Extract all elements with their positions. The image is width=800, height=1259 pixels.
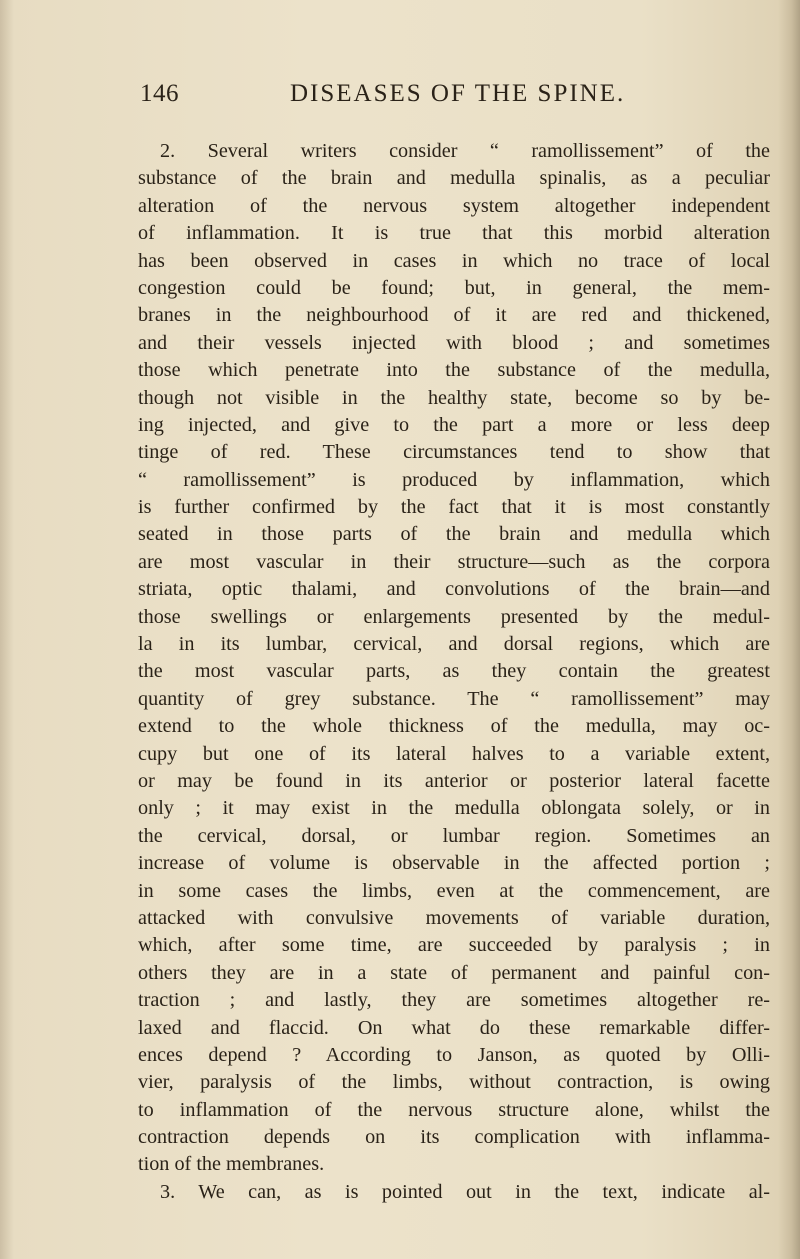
text-line: has been observed in cases in which no trace of local	[138, 249, 770, 272]
body-text	[138, 138, 770, 1206]
text-line: quantity of grey substance. The “ ramollissement” may	[138, 687, 770, 710]
text-line: which, after some time, are succeeded by paralysis ; in	[138, 934, 770, 957]
text-line: to inflammation of the nervous structure alone, whilst the	[138, 1098, 770, 1121]
text-line: contraction depends on its complication with inflamma-	[138, 1126, 770, 1149]
text-line: though not visible in the healthy state, become so by be-	[138, 386, 770, 409]
page-gutter-shadow	[0, 0, 14, 1259]
text-line: seated in those parts of the brain and medulla which	[138, 523, 770, 546]
running-title: DISEASES OF THE SPINE.	[290, 80, 626, 107]
text-line: and their vessels injected with blood ; and sometimes	[138, 331, 770, 354]
text-line: attacked with convulsive movements of variable duration,	[138, 906, 770, 929]
text-line: vier, paralysis of the limbs, without contraction, is owing	[138, 1071, 770, 1094]
text-line: or may be found in its anterior or posterior lateral facette	[138, 769, 770, 792]
text-line: alteration of the nervous system altogether independent	[138, 194, 770, 217]
page-header	[140, 80, 740, 120]
text-line: laxed and flaccid. On what do these remarkable differ-	[138, 1016, 770, 1039]
text-line: only ; it may exist in the medulla oblongata solely, or in	[138, 797, 770, 820]
text-line: ing injected, and give to the part a more or less deep	[138, 413, 770, 436]
text-line: of inflammation. It is true that this morbid alteration	[138, 222, 770, 245]
text-line: substance of the brain and medulla spinalis, as a peculiar	[138, 167, 770, 190]
text-line: cupy but one of its lateral halves to a variable extent,	[138, 742, 770, 765]
text-line: extend to the whole thickness of the medulla, may oc-	[138, 715, 770, 738]
text-line: others they are in a state of permanent and painful con-	[138, 961, 770, 984]
text-line: striata, optic thalami, and convolutions of the brain—and	[138, 578, 770, 601]
text-line: tion of the membranes.	[138, 1153, 325, 1176]
text-line: is further confirmed by the fact that it is most constantly	[138, 496, 770, 519]
text-line: the cervical, dorsal, or lumbar region. Sometimes an	[138, 824, 770, 847]
text-line: are most vascular in their structure—such as the corpora	[138, 550, 770, 573]
text-line: tinge of red. These circumstances tend to show that	[138, 441, 770, 464]
text-line: branes in the neighbourhood of it are red and thickened,	[138, 304, 770, 327]
text-line: 2. Several writers consider “ ramollissement” of the	[160, 140, 770, 162]
text-line: congestion could be found; but, in general, the mem-	[138, 276, 770, 299]
page-number: 146	[140, 80, 179, 107]
text-line: la in its lumbar, cervical, and dorsal regions, which are	[138, 633, 770, 656]
text-line: increase of volume is observable in the affected portion ;	[138, 852, 770, 875]
text-line: in some cases the limbs, even at the commencement, are	[138, 879, 770, 902]
page-edge-shadow	[778, 0, 800, 1259]
text-line: 3. We can, as is pointed out in the text, indicate al-	[160, 1180, 770, 1203]
text-line: those swellings or enlargements presented by the medul-	[138, 605, 770, 628]
text-line: the most vascular parts, as they contain the greatest	[138, 660, 770, 683]
text-line: “ ramollissement” is produced by inflammation, which	[138, 468, 770, 491]
text-line: those which penetrate into the substance of the medulla,	[138, 359, 770, 382]
text-line: ences depend ? According to Janson, as quoted by Olli-	[138, 1043, 770, 1066]
text-line: traction ; and lastly, they are sometimes altogether re-	[138, 989, 770, 1012]
